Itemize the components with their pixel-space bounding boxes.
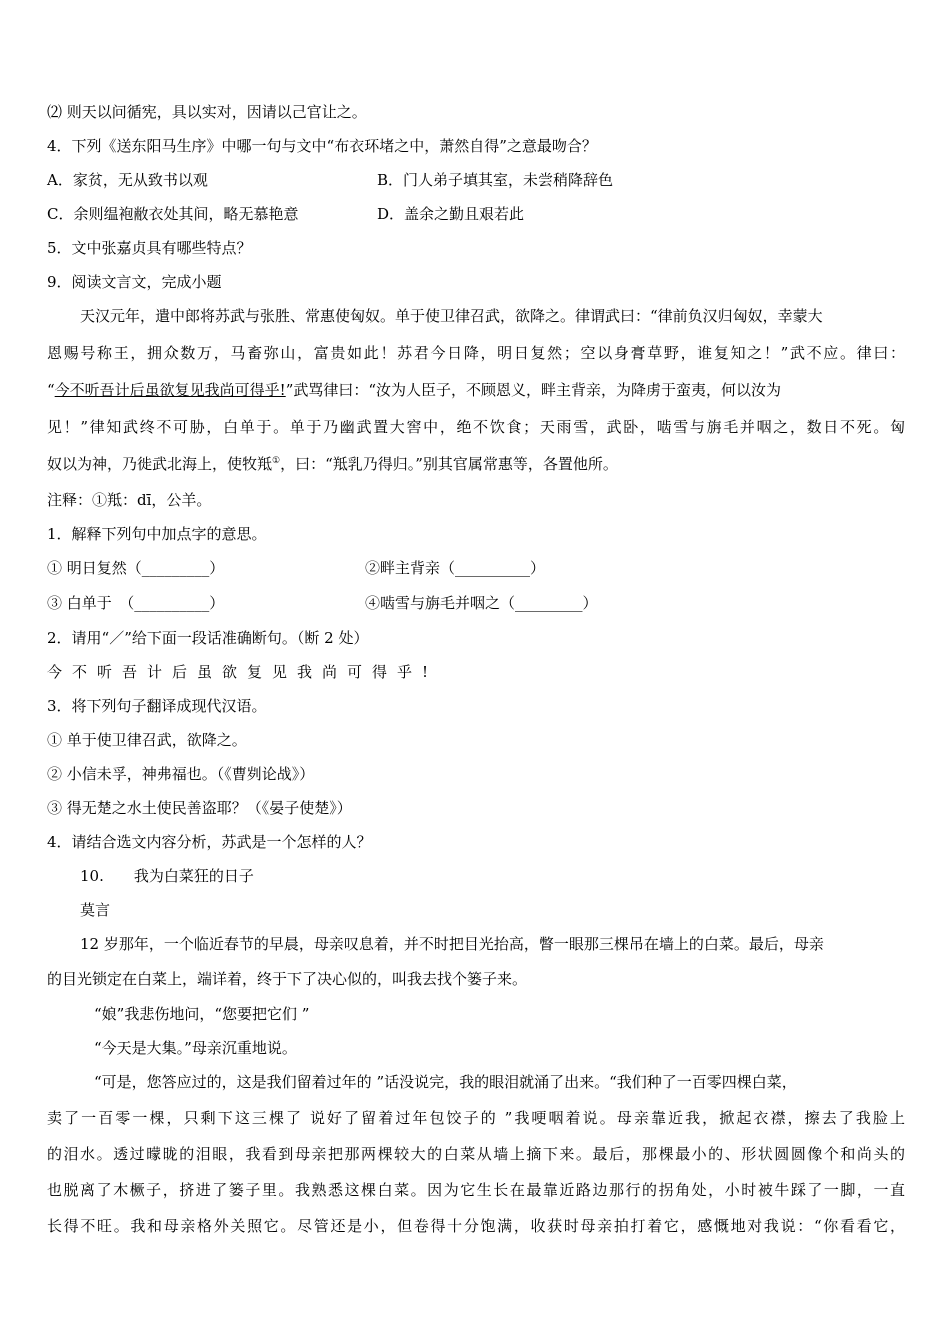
q9-question-1: 1．解释下列句中加点字的意思。 bbox=[47, 525, 267, 543]
q9-q1-row-1 bbox=[47, 558, 546, 578]
q8-options-row-1 bbox=[47, 170, 614, 190]
q1-item-3: ③ 白单于 （__________） bbox=[47, 594, 225, 612]
option-d: D．盖余之勤且艰若此 bbox=[377, 205, 525, 223]
q10-paragraph-line-9: 长得不旺。我和母亲格外关照它。尽管还是小，但卷得十分饱满，收获时母亲拍打着它，感慨地对我说：“你看看它， bbox=[47, 1217, 905, 1235]
q9-passage-line-1: 天汉元年，遣中郎将苏武与张胜、常惠使匈奴。单于使卫律召武，欲降之。律谓武曰：“律前负汉归匈奴，幸蒙大 bbox=[80, 307, 823, 325]
q1-item-4: ④啮雪与旃毛并咽之（_________） bbox=[365, 594, 598, 612]
option-c: C．余则缊袍敝衣处其间，略无慕艳意 bbox=[47, 205, 299, 223]
q8-question-5: 5．文中张嘉贞具有哪些特点？ bbox=[47, 239, 252, 257]
q9-question-4: 4．请结合选文内容分析，苏武是一个怎样的人？ bbox=[47, 833, 372, 851]
q10-paragraph-line-1: 12 岁那年，一个临近春节的早晨，母亲叹息着，并不时把目光抬高，瞥一眼那三棵吊在墙上的白菜。最后，母亲 bbox=[80, 935, 824, 953]
footnote-marker: ① bbox=[272, 456, 281, 466]
q9-question-3: 3．将下列句子翻译成现代汉语。 bbox=[47, 697, 267, 715]
q10-paragraph-line-5: “可是，您答应过的，这是我们留着过年的 ”话没说完，我的眼泪就涌了出来。“我们种了一百零四棵白菜， bbox=[94, 1073, 797, 1091]
q1-item-1: ① 明日复然（_________） bbox=[47, 559, 225, 577]
q1-item-2: ②畔主背亲（__________） bbox=[365, 559, 546, 577]
option-b: B．门人弟子填其室，未尝稍降辞色 bbox=[377, 171, 614, 189]
q8-sub2: ⑵ 则天以问循宪，具以实对，因请以己官让之。 bbox=[47, 103, 367, 121]
q10-heading: 10. 我为白菜狂的日子 bbox=[80, 867, 254, 885]
q9-note: 注释：①羝：dī，公羊。 bbox=[47, 491, 212, 509]
q10-author: 莫言 bbox=[80, 901, 111, 919]
q10-dialogue-2: “今天是大集。”母亲沉重地说。 bbox=[94, 1039, 297, 1057]
q10-paragraph-line-8: 也脱离了木橛子，挤进了篓子里。我熟悉这棵白菜。因为它生长在最靠近路边那行的拐角处，小时被牛踩了一脚，一直 bbox=[47, 1181, 905, 1199]
q10-paragraph-line-2: 的目光锁定在白菜上，端详着，终于下了决心似的，叫我去找个篓子来。 bbox=[47, 970, 528, 988]
q9-passage-line-4: 见！”律知武终不可胁，白单于。单于乃幽武置大窖中，绝不饮食；天雨雪，武卧，啮雪与旃毛并咽之，数日不死。匈 bbox=[47, 418, 905, 436]
option-a: A．家贫，无从致书以观 bbox=[47, 171, 208, 189]
q9-q3-item-2: ② 小信未孚，神弗福也。（《曹刿论战》） bbox=[47, 765, 315, 783]
q8-question-4: 4．下列《送东阳马生序》中哪一句与文中“布衣环堵之中，萧然自得”之意最吻合？ bbox=[47, 137, 597, 155]
q10-paragraph-line-6: 卖了一百零一棵，只剩下这三棵了 说好了留着过年包饺子的 ”我哽咽着说。母亲靠近我，掀起衣襟，擦去了我脸上 bbox=[47, 1109, 905, 1127]
q9-q2-text: 今不听吾计后虽欲复见我尚可得乎! bbox=[47, 663, 439, 681]
q9-passage-line-5: 奴以为神，乃徙武北海上，使牧羝①，曰：“羝乳乃得归。”别其官属常惠等，各置他所。 bbox=[47, 455, 618, 473]
underlined-sentence: 今不听吾计后虽欲复见我尚可得乎! bbox=[54, 381, 286, 399]
q9-q3-item-3: ③ 得无楚之水土使民善盗耶？（《晏子使楚》） bbox=[47, 799, 352, 817]
q9-question-2: 2．请用“／”给下面一段话准确断句。（断 2 处） bbox=[47, 629, 369, 647]
q10-dialogue-1: “娘”我悲伤地问，“您要把它们 ” bbox=[94, 1005, 310, 1023]
q9-q3-item-1: ① 单于使卫律召武，欲降之。 bbox=[47, 731, 247, 749]
q9-passage-line-3: “今不听吾计后虽欲复见我尚可得乎!”武骂律曰：“汝为人臣子，不顾恩义，畔主背亲，为降虏于蛮夷，何以汝为 bbox=[47, 381, 782, 399]
q8-options-row-2 bbox=[47, 204, 525, 224]
q10-paragraph-line-7: 的泪水。透过曚昽的泪眼，我看到母亲把那两棵较大的白菜从墙上摘下来。最后，那棵最小的、形状圆圆像个和尚头的 bbox=[47, 1145, 905, 1163]
q9-q1-row-2 bbox=[47, 593, 598, 613]
q9-heading: 9．阅读文言文，完成小题 bbox=[47, 273, 222, 291]
q9-passage-line-2: 恩赐号称王，拥众数万，马畜弥山，富贵如此！苏君今日降，明日复然；空以身膏草野，谁复知之！”武不应。律曰： bbox=[47, 344, 905, 362]
